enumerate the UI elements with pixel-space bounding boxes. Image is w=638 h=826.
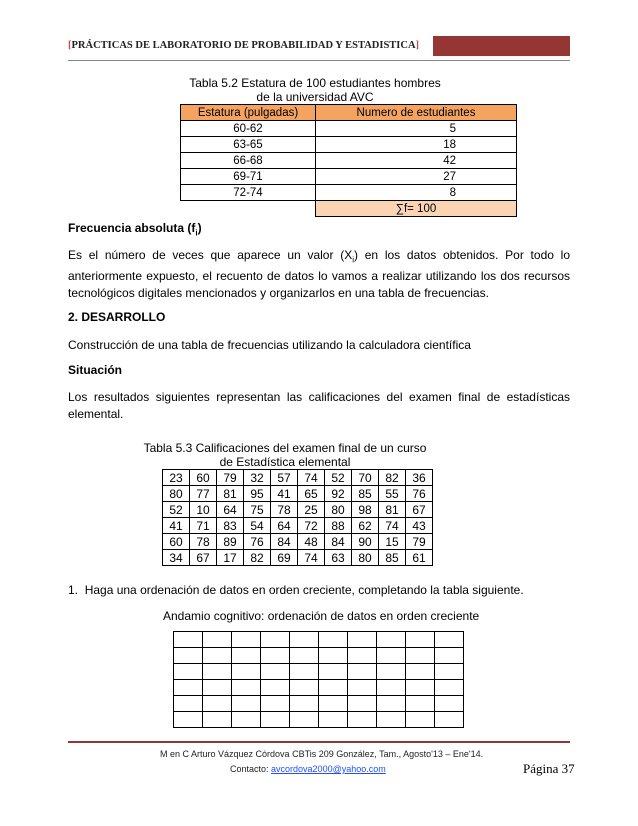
empty-cell[interactable] (174, 632, 203, 648)
table-cell: 75 (244, 502, 271, 518)
col-header-count: Numero de estudiantes (316, 105, 517, 121)
table-row (163, 502, 433, 518)
table-cell: 54 (244, 518, 271, 534)
empty-cell[interactable] (232, 680, 261, 696)
table-cell: 5 (316, 121, 517, 137)
table-row (181, 169, 517, 185)
table53-caption-line2: de Estadística elemental (219, 455, 351, 469)
grades-table (162, 469, 433, 566)
empty-cell[interactable] (406, 696, 435, 712)
empty-cell[interactable] (435, 680, 464, 696)
empty-cell[interactable] (232, 696, 261, 712)
empty-cell[interactable] (406, 664, 435, 680)
empty-cell[interactable] (203, 712, 232, 728)
empty-cell[interactable] (232, 664, 261, 680)
table-cell: 23 (163, 470, 190, 486)
table-row (163, 470, 433, 486)
table-cell: 8 (316, 185, 517, 201)
table-cell: 78 (271, 502, 298, 518)
table-cell: 79 (406, 534, 433, 550)
table-row (174, 696, 464, 712)
col-header-height: Estatura (pulgadas) (181, 105, 316, 121)
table-cell: 60 (163, 534, 190, 550)
header-divider (68, 60, 570, 61)
table-row (181, 121, 517, 137)
empty-cell[interactable] (406, 712, 435, 728)
table-cell: 70 (352, 470, 379, 486)
step1-instruction: 1. Haga una ordenación de datos en orden creciente, completando la tabla siguiente. (68, 583, 524, 597)
table-cell: 98 (352, 502, 379, 518)
table-row (181, 137, 517, 153)
header-color-box (433, 36, 570, 56)
table-sum-row (181, 201, 517, 217)
section-heading-frecuencia: Frecuencia absoluta $(f_i)$ (68, 221, 202, 238)
table-cell: 84 (271, 534, 298, 550)
table-cell: 60 (190, 470, 217, 486)
header-bracket-left: [ (68, 40, 72, 51)
table-cell: 42 (316, 153, 517, 169)
table-cell: 61 (406, 550, 433, 566)
empty-cell[interactable] (290, 712, 319, 728)
header-title: PRÁCTICAS DE LABORATORIO DE PROBABILIDAD Y ESTADISTICA (71, 40, 416, 51)
footer-author: M en C Arturo Vázquez Córdova CBTis 209 González, Tam., Agosto'13 – Ene'14. (160, 749, 484, 759)
footer-contact: Contacto: avcordova2000@yahoo.com (230, 764, 386, 774)
table-cell: 64 (271, 518, 298, 534)
table-cell: 95 (244, 486, 271, 502)
empty-cell[interactable] (406, 680, 435, 696)
empty-cell[interactable] (203, 632, 232, 648)
table-cell: 83 (217, 518, 244, 534)
table-row (181, 185, 517, 201)
table-cell: 57 (271, 470, 298, 486)
empty-cell[interactable] (290, 696, 319, 712)
empty-cell[interactable] (377, 664, 406, 680)
table-cell: 62 (352, 518, 379, 534)
empty-cell[interactable] (174, 696, 203, 712)
empty-cell[interactable] (406, 648, 435, 664)
table-cell: 72 (298, 518, 325, 534)
page-header (68, 40, 419, 51)
empty-cell[interactable] (232, 712, 261, 728)
empty-cell[interactable] (348, 664, 377, 680)
table-cell: 78 (190, 534, 217, 550)
empty-cell[interactable] (377, 632, 406, 648)
table-cell: 64 (217, 502, 244, 518)
table-cell: 27 (316, 169, 517, 185)
table-cell: 90 (352, 534, 379, 550)
table-cell: 36 (406, 470, 433, 486)
sum-cell: ∑f= 100 (316, 201, 517, 217)
table-cell: 69-71 (181, 169, 316, 185)
empty-cell[interactable] (435, 632, 464, 648)
table-cell: 89 (217, 534, 244, 550)
table-cell: 71 (190, 518, 217, 534)
empty-cell[interactable] (261, 680, 290, 696)
empty-cell[interactable] (377, 696, 406, 712)
empty-cell[interactable] (348, 680, 377, 696)
table-cell: 76 (244, 534, 271, 550)
table-cell: 10 (190, 502, 217, 518)
table-cell: 66-68 (181, 153, 316, 169)
table-cell: 67 (406, 502, 433, 518)
section-heading-situacion: Situación (68, 363, 123, 377)
table-cell: 63-65 (181, 137, 316, 153)
table-cell: 41 (163, 518, 190, 534)
empty-cell[interactable] (377, 680, 406, 696)
table-cell: 88 (325, 518, 352, 534)
table52-caption-line2: de la universidad AVC (256, 90, 374, 104)
empty-cell[interactable] (406, 632, 435, 648)
empty-cell[interactable] (290, 648, 319, 664)
empty-cell[interactable] (348, 632, 377, 648)
empty-cell[interactable] (203, 680, 232, 696)
empty-cell[interactable] (290, 664, 319, 680)
table-row (163, 486, 433, 502)
empty-cell[interactable] (290, 680, 319, 696)
empty-cell[interactable] (435, 648, 464, 664)
table-cell: 74 (379, 518, 406, 534)
page-number: Página 37 (523, 761, 575, 776)
table53-caption (140, 441, 430, 469)
table-row (174, 664, 464, 680)
table-row (181, 153, 517, 169)
table-cell: 43 (406, 518, 433, 534)
empty-cell[interactable] (232, 648, 261, 664)
empty-cell[interactable] (348, 648, 377, 664)
empty-cell[interactable] (319, 648, 348, 664)
table52-caption-line1: Tabla 5.2 Estatura de 100 estudiantes hombres (189, 76, 441, 90)
empty-ordering-table (173, 631, 464, 728)
empty-cell[interactable] (319, 632, 348, 648)
empty-cell[interactable] (435, 712, 464, 728)
height-frequency-table (180, 104, 517, 217)
table-cell: 74 (298, 550, 325, 566)
table-cell: 32 (244, 470, 271, 486)
empty-cell[interactable] (203, 696, 232, 712)
table-cell: 72-74 (181, 185, 316, 201)
table-cell: 52 (325, 470, 352, 486)
footer-divider (68, 741, 570, 743)
table-row (163, 550, 433, 566)
empty-cell[interactable] (319, 712, 348, 728)
table-cell: 81 (379, 502, 406, 518)
step1-caption: Andamio cognitivo: ordenación de datos en orden creciente (163, 609, 480, 623)
empty-cell[interactable] (435, 664, 464, 680)
table-cell: 48 (298, 534, 325, 550)
table-cell: 92 (325, 486, 352, 502)
desarrollo-paragraph: Construcción de una tabla de frecuencias utilizando la calculadora científica (68, 338, 471, 352)
table-cell: 82 (244, 550, 271, 566)
table-cell: 80 (352, 550, 379, 566)
table-row (174, 632, 464, 648)
empty-cell[interactable] (174, 648, 203, 664)
empty-cell[interactable] (174, 680, 203, 696)
table-cell: 85 (379, 550, 406, 566)
table-row (163, 518, 433, 534)
empty-cell[interactable] (203, 664, 232, 680)
table-cell: 69 (271, 550, 298, 566)
table-cell: 18 (316, 137, 517, 153)
table52-caption (170, 76, 460, 104)
empty-cell[interactable] (261, 696, 290, 712)
table-cell: 81 (217, 486, 244, 502)
table-cell: 79 (217, 470, 244, 486)
table-row (174, 648, 464, 664)
table-row (174, 712, 464, 728)
table-row (163, 534, 433, 550)
empty-cell[interactable] (348, 712, 377, 728)
empty-cell[interactable] (319, 664, 348, 680)
frecuencia-paragraph: Es el número de veces que aparece un valor $(X_i)$ en los datos obtenidos. Por todo lo anteriormente expuesto, el recuento de datos lo vamos a realizar utilizando los dos recursos tecnológicos digitales mencionados y organizarlos en una tabla de frecuencias. (68, 248, 570, 301)
header-bracket-right: ] (415, 40, 420, 51)
table-cell: 80 (325, 502, 352, 518)
email-link[interactable]: avcordova2000@yahoo.com (271, 764, 386, 774)
table-cell: 25 (298, 502, 325, 518)
table-cell: 15 (379, 534, 406, 550)
empty-cell[interactable] (348, 696, 377, 712)
table-cell: 55 (379, 486, 406, 502)
table-cell: 34 (163, 550, 190, 566)
empty-cell[interactable] (319, 680, 348, 696)
empty-cell[interactable] (377, 648, 406, 664)
table-cell: 84 (325, 534, 352, 550)
table-cell: 60-62 (181, 121, 316, 137)
empty-cell[interactable] (435, 696, 464, 712)
empty-cell[interactable] (290, 632, 319, 648)
empty-cell[interactable] (174, 664, 203, 680)
empty-cell[interactable] (261, 648, 290, 664)
empty-cell[interactable] (319, 696, 348, 712)
table-cell: 74 (298, 470, 325, 486)
empty-cell[interactable] (261, 664, 290, 680)
table-cell: 80 (163, 486, 190, 502)
situacion-paragraph: Los resultados siguientes representan las calificaciones del examen final de estadísticas elemental. (68, 390, 570, 421)
empty-cell[interactable] (261, 712, 290, 728)
table-cell: 77 (190, 486, 217, 502)
table-cell: 76 (406, 486, 433, 502)
table-cell: 63 (325, 550, 352, 566)
table-cell: 85 (352, 486, 379, 502)
table-cell: 17 (217, 550, 244, 566)
table-header-row (181, 105, 517, 121)
table-row (174, 680, 464, 696)
table-cell: 41 (271, 486, 298, 502)
empty-cell[interactable] (232, 632, 261, 648)
table-cell: 82 (379, 470, 406, 486)
table53-caption-line1: Tabla 5.3 Calificaciones del examen final de un curso (143, 441, 427, 455)
section-heading-desarrollo: 2. DESARROLLO (68, 310, 166, 324)
empty-cell[interactable] (261, 632, 290, 648)
empty-cell[interactable] (174, 712, 203, 728)
empty-cell[interactable] (377, 712, 406, 728)
table-cell: 67 (190, 550, 217, 566)
empty-cell[interactable] (203, 648, 232, 664)
table-cell: 52 (163, 502, 190, 518)
table-cell: 65 (298, 486, 325, 502)
